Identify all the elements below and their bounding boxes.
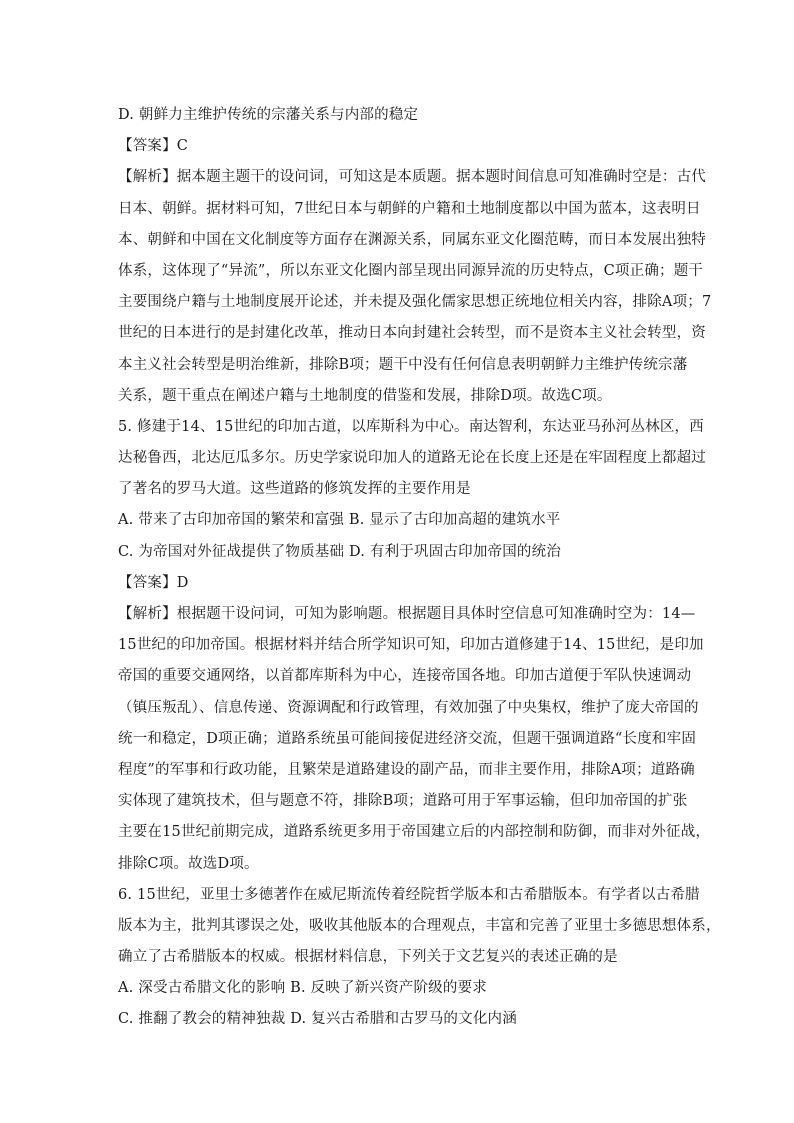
analysis-line: 【解析】据本题主题干的设问词，可知这是本质题。据本题时间信息可知准确时空是：古代 [118, 169, 706, 186]
options-cd-line: C. 为帝国对外征战提供了物质基础 D. 有利于巩固古印加帝国的统治 [118, 543, 562, 560]
analysis-line: 世纪的日本进行的是封建化改革，推动日本向封建社会转型，而不是资本主义社会转型，资 [118, 325, 706, 342]
question-5-line: 达秘鲁西，北达厄瓜多尔。历史学家说印加人的道路无论在长度上还是在牢固程度上都超过 [118, 450, 706, 467]
document-page [118, 100, 721, 1036]
analysis-line: 日本、朝鲜。据材料可知，7世纪日本与朝鲜的户籍和土地制度都以中国为蓝本，这表明日 [118, 200, 701, 217]
analysis-line: 统一和稳定，D项正确；道路系统虽可能间接促进经济交流，但题干强调道路“长度和牢固 [118, 730, 697, 747]
answer-line: 【答案】D [118, 574, 189, 591]
analysis-line: （镇压叛乱）、信息传递、资源调配和行政管理，有效加强了中央集权，维护了庞大帝国的 [118, 699, 699, 716]
analysis-line: 程度”的军事和行政功能，且繁荣是道路建设的副产品，而非主要作用，排除A项；道路确 [118, 761, 695, 778]
question-5-line: 了著名的罗马大道。这些道路的修筑发挥的主要作用是 [118, 481, 471, 498]
question-5-line: 5. 修建于14、15世纪的印加古道，以库斯科为中心。南达智利，东达亚马孙河丛林区，西 [118, 418, 704, 435]
options-cd-line: C. 推翻了教会的精神独裁 D. 复兴古希腊和古罗马的文化内涵 [118, 1011, 517, 1028]
analysis-line: 关系，题干重点在阐述户籍与土地制度的借鉴和发展，排除D项。故选C项。 [118, 387, 612, 404]
option-d-line: D. 朝鲜力主维护传统的宗藩关系与内部的稳定 [118, 107, 419, 123]
analysis-line: 本、朝鲜和中国在文化制度等方面存在渊源关系，同属东亚文化圈范畴，而日本发展出独特 [118, 231, 706, 248]
analysis-line: 【解析】根据题干设问词，可知为影响题。根据题目具体时空信息可知准确时空为：14— [118, 606, 696, 622]
analysis-line: 排除C项。故选D项。 [118, 855, 259, 872]
options-ab-line: A. 带来了古印加帝国的繁荣和富强 B. 显示了古印加高超的建筑水平 [118, 512, 561, 529]
analysis-line: 帝国的重要交通网络，以首都库斯科为中心，连接帝国各地。印加古道便于军队快速调动 [118, 668, 692, 685]
analysis-line: 体系，这体现了“异流”，所以东亚文化圈内部呈现出同源异流的历史特点，C项正确；题干 [118, 262, 704, 279]
options-ab-line: A. 深受古希腊文化的影响 B. 反映了新兴资产阶级的要求 [118, 980, 487, 997]
question-6-line: 6. 15世纪，亚里士多德著作在威尼斯流传着经院哲学版本和古希腊版本。有学者以古希腊 [118, 886, 700, 903]
analysis-line: 主要围绕户籍与土地制度展开论述，并未提及强化儒家思想正统地位相关内容，排除A项；7 [118, 294, 712, 311]
question-6-line: 版本为主，批判其谬误之处，吸收其他版本的合理观点，丰富和完善了亚里士多德思想体系， [118, 917, 721, 934]
analysis-line: 实体现了建筑技术，但与题意不符，排除B项；道路可用于军事运输，但印加帝国的扩张 [118, 793, 688, 810]
analysis-line: 本主义社会转型是明治维新，排除B项；题干中没有任何信息表明朝鲜力主维护传统宗藩 [118, 356, 688, 373]
answer-line: 【答案】C [118, 138, 189, 155]
analysis-line: 15世纪的印加帝国。根据材料并结合所学知识可知，印加古道修建于14、15世纪，是印加 [118, 637, 704, 654]
question-6-line: 确立了古希腊版本的权威。根据材料信息，下列关于文艺复兴的表述正确的是 [118, 949, 618, 966]
analysis-line: 主要在15世纪前期完成，道路系统更多用于帝国建立后的内部控制和防御，而非对外征战， [118, 824, 711, 841]
